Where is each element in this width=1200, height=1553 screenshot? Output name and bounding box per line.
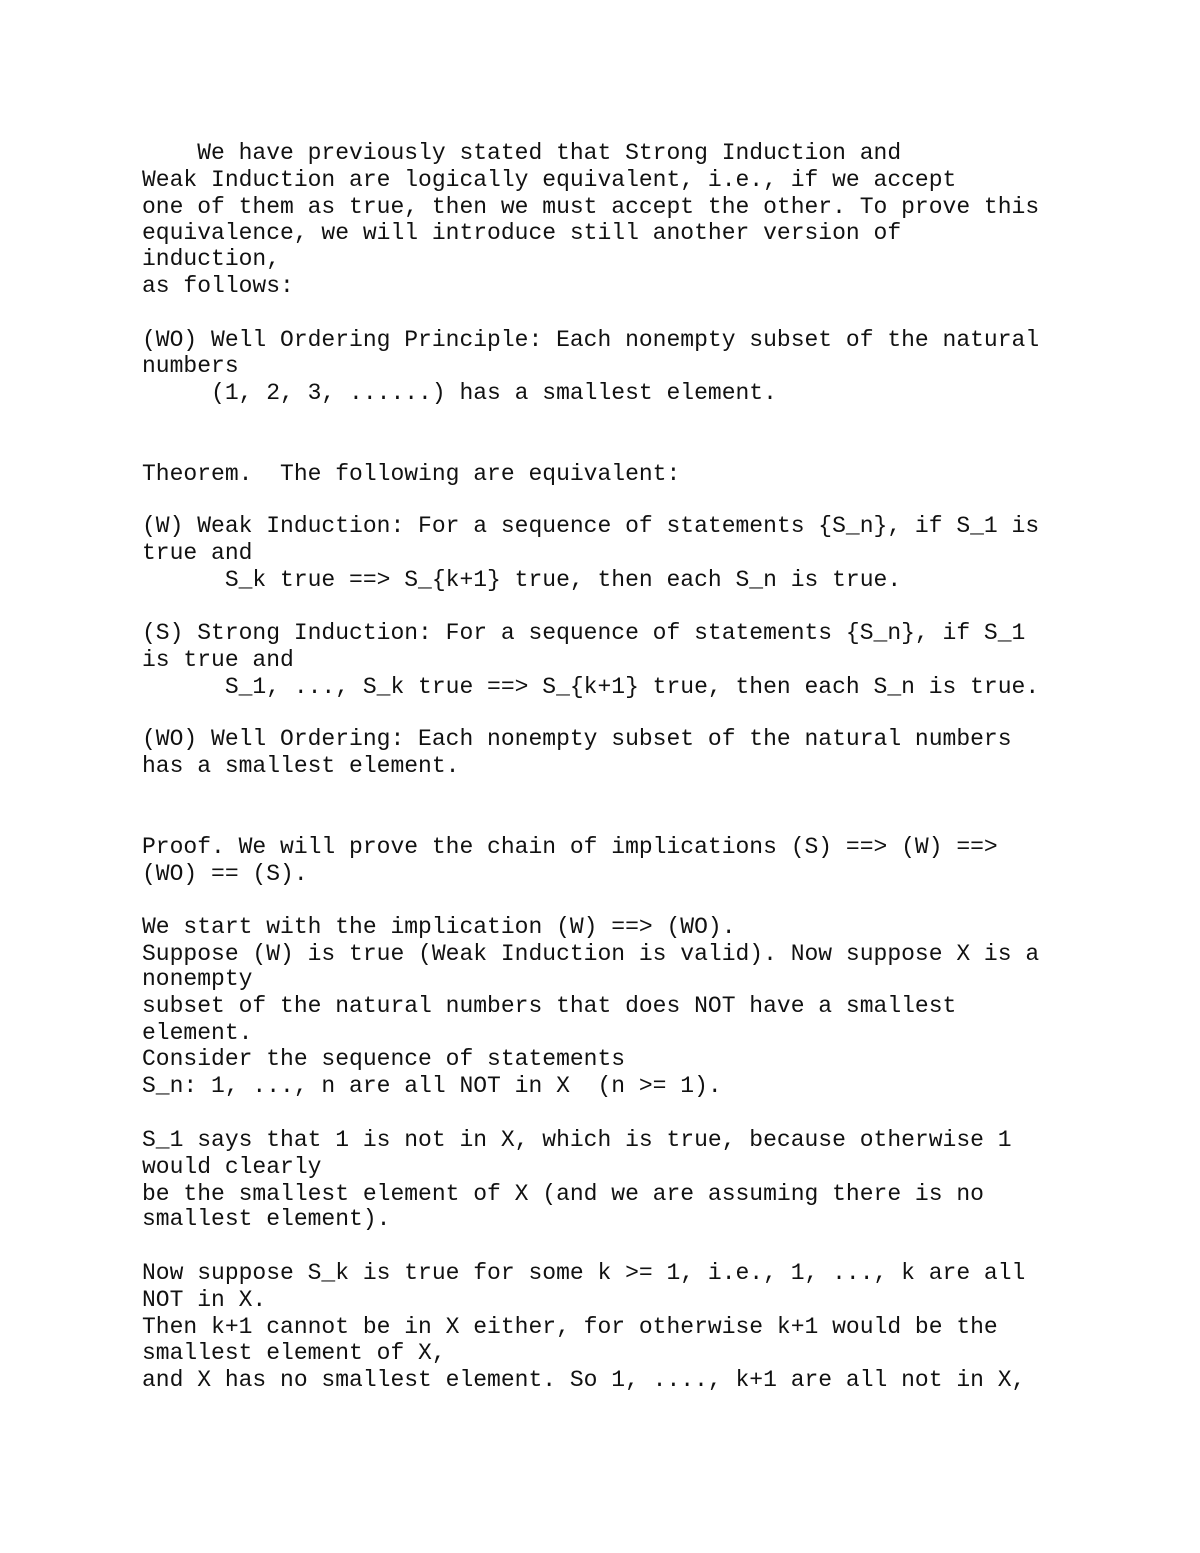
- text-line: Weak Induction are logically equivalent, i.e., if we accept: [142, 167, 957, 193]
- text-line: has a smallest element.: [142, 753, 460, 779]
- text-line: nonempty: [142, 966, 253, 992]
- text-line: Proof. We will prove the chain of implications (S) ==> (W) ==>: [142, 834, 998, 860]
- text-line: We have previously stated that Strong Induction and: [142, 140, 902, 166]
- text-line: S_k true ==> S_{k+1} true, then each S_n is true.: [142, 567, 902, 593]
- text-line: (S) Strong Induction: For a sequence of statements {S_n}, if S_1: [142, 620, 1026, 646]
- text-line: Suppose (W) is true (Weak Induction is valid). Now suppose X is a: [142, 941, 1040, 967]
- text-line: and X has no smallest element. So 1, ...., k+1 are all not in X,: [142, 1367, 1026, 1393]
- text-line: would clearly: [142, 1154, 322, 1180]
- text-line: true and: [142, 540, 253, 566]
- text-line: S_n: 1, ..., n are all NOT in X (n >= 1).: [142, 1073, 722, 1099]
- text-line: (WO) == (S).: [142, 861, 308, 887]
- text-line: equivalence, we will introduce still another version of: [142, 220, 902, 246]
- text-line: (WO) Well Ordering: Each nonempty subset of the natural numbers: [142, 726, 1012, 752]
- text-line: (1, 2, 3, ......) has a smallest element.: [142, 380, 777, 406]
- text-line: element.: [142, 1020, 253, 1046]
- text-line: Theorem. The following are equivalent:: [142, 461, 681, 487]
- text-line: induction,: [142, 246, 281, 272]
- text-line: We start with the implication (W) ==> (WO).: [142, 914, 736, 940]
- text-line: S_1 says that 1 is not in X, which is true, because otherwise 1: [142, 1127, 1012, 1153]
- text-line: is true and: [142, 647, 294, 673]
- text-line: numbers: [142, 353, 239, 379]
- text-line: Now suppose S_k is true for some k >= 1, i.e., 1, ..., k are all: [142, 1260, 1026, 1286]
- text-line: S_1, ..., S_k true ==> S_{k+1} true, then each S_n is true.: [142, 674, 1040, 700]
- text-line: one of them as true, then we must accept the other. To prove this: [142, 194, 1040, 220]
- text-line: (WO) Well Ordering Principle: Each nonempty subset of the natural: [142, 327, 1040, 353]
- text-line: (W) Weak Induction: For a sequence of statements {S_n}, if S_1 is: [142, 513, 1040, 539]
- text-line: smallest element).: [142, 1206, 391, 1232]
- text-line: Consider the sequence of statements: [142, 1046, 626, 1072]
- text-line: as follows:: [142, 273, 294, 299]
- text-line: be the smallest element of X (and we are assuming there is no: [142, 1181, 984, 1207]
- text-line: smallest element of X,: [142, 1340, 446, 1366]
- text-line: NOT in X.: [142, 1287, 267, 1313]
- text-line: subset of the natural numbers that does NOT have a smallest: [142, 993, 957, 1019]
- text-line: Then k+1 cannot be in X either, for otherwise k+1 would be the: [142, 1314, 998, 1340]
